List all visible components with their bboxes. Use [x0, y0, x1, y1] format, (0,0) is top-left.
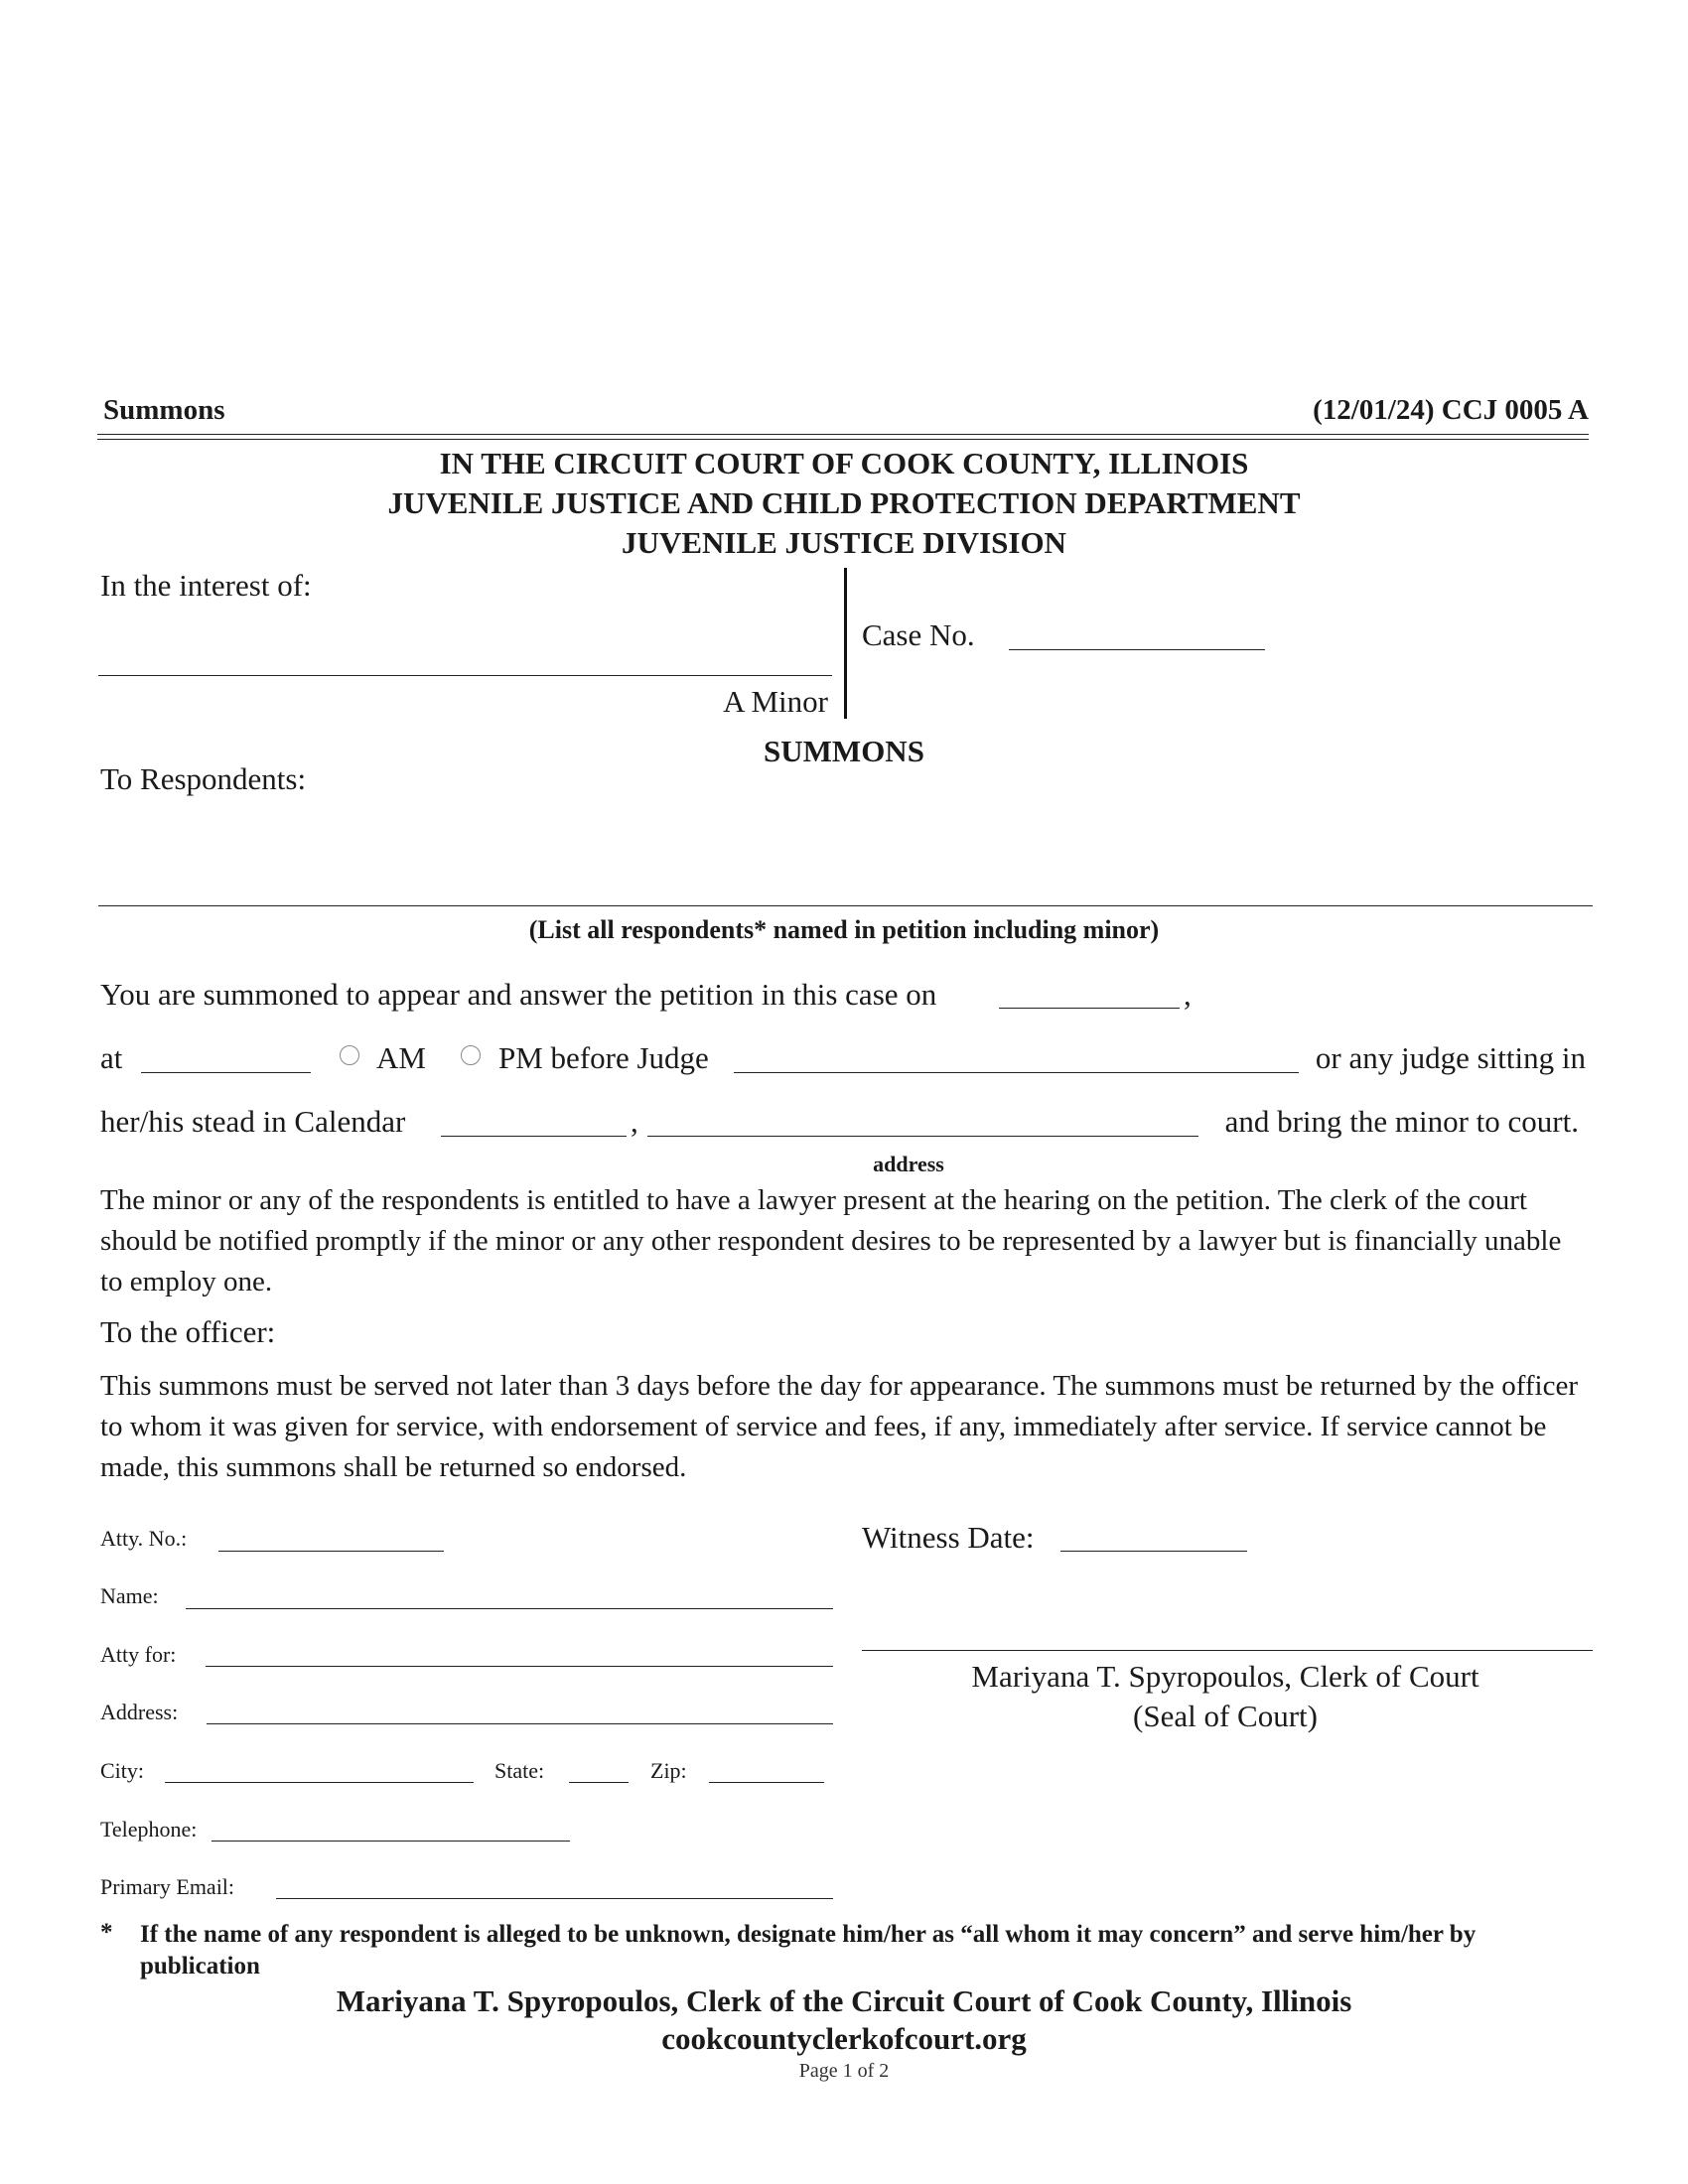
calendar-label: her/his stead in Calendar [100, 1104, 406, 1139]
state-label: State: [494, 1758, 545, 1783]
footnote-text: If the name of any respondent is alleged to be unknown, designate him/her as “all whom it may concern” and serve him/her by publication [140, 1921, 1477, 1979]
judge-name-field[interactable] [734, 1042, 1299, 1073]
telephone-field[interactable] [211, 1811, 570, 1842]
name-field[interactable] [186, 1578, 833, 1609]
state-field[interactable] [569, 1752, 629, 1783]
email-label: Primary Email: [100, 1874, 235, 1899]
address-field[interactable] [207, 1694, 833, 1724]
email-field[interactable] [276, 1868, 833, 1899]
form-number: (12/01/24) CCJ 0005 A [1313, 394, 1589, 426]
pm-radio[interactable] [461, 1045, 481, 1065]
minor-name-field[interactable] [98, 645, 832, 676]
interest-label: In the interest of: [100, 568, 312, 603]
atty-for-field[interactable] [206, 1636, 833, 1667]
footer-clerk-line: Mariyana T. Spyropoulos, Clerk of the Circuit Court of Cook County, Illinois [336, 1983, 1352, 2018]
atty-for-label: Atty for: [100, 1642, 177, 1667]
case-no-label: Case No. [862, 617, 975, 652]
zip-label: Zip: [650, 1758, 687, 1783]
atty-no-field[interactable] [218, 1521, 444, 1552]
case-number-field[interactable] [1009, 619, 1265, 650]
at-label: at [100, 1040, 123, 1075]
caption-divider [844, 568, 847, 719]
witness-date-field[interactable] [1060, 1521, 1247, 1552]
appearance-text: You are summoned to appear and answer the petition in this case on [100, 977, 937, 1012]
header-rule-bottom [97, 439, 1589, 440]
name-label: Name: [100, 1583, 159, 1608]
seal-of-court: (Seal of Court) [1133, 1699, 1318, 1733]
address-label: Address: [100, 1700, 179, 1724]
court-line-3: JUVENILE JUSTICE DIVISION [622, 525, 1066, 560]
judge-suffix: or any judge sitting in [1315, 1040, 1586, 1075]
comma-1: , [1184, 977, 1192, 1012]
am-radio[interactable] [340, 1045, 359, 1065]
officer-label: To the officer: [100, 1314, 276, 1349]
clerk-signature-field[interactable] [862, 1620, 1593, 1651]
footer-website[interactable]: cookcountyclerkofcourt.org [661, 2021, 1027, 2056]
court-line-2: JUVENILE JUSTICE AND CHILD PROTECTION DEPARTMENT [387, 485, 1301, 520]
city-label: City: [100, 1758, 145, 1783]
witness-date-label: Witness Date: [862, 1520, 1035, 1555]
minor-label: A Minor [723, 684, 828, 719]
respondents-label: To Respondents: [100, 761, 307, 796]
city-field[interactable] [165, 1752, 474, 1783]
summons-title: SUMMONS [764, 734, 924, 768]
pm-before-judge-label: PM before Judge [498, 1040, 709, 1075]
calendar-field[interactable] [441, 1106, 627, 1137]
respondents-note: (List all respondents* named in petition including minor) [528, 915, 1160, 944]
calendar-suffix: and bring the minor to court. [1224, 1104, 1579, 1139]
comma-2: , [631, 1104, 638, 1139]
am-label: AM [376, 1040, 426, 1075]
lawyer-paragraph: The minor or any of the respondents is entitled to have a lawyer present at the hearing on the petition. The clerk of the court should be notified promptly if the minor or any other respondent desires to be represented by a lawyer but is financially unable to employ one. [100, 1184, 1562, 1297]
appearance-date-field[interactable] [999, 978, 1180, 1009]
telephone-label: Telephone: [100, 1817, 198, 1842]
address-caption: address [873, 1152, 944, 1176]
footnote-asterisk: * [100, 1919, 113, 1946]
clerk-of-court-name: Mariyana T. Spyropoulos, Clerk of Court [971, 1659, 1479, 1694]
respondents-field[interactable] [98, 876, 1593, 906]
page-number: Page 1 of 2 [798, 2060, 890, 2082]
appearance-time-field[interactable] [141, 1042, 311, 1073]
courtroom-address-field[interactable] [647, 1106, 1198, 1137]
service-paragraph: This summons must be served not later than 3 days before the day for appearance. The summons must be returned by the officer to whom it was given for service, with endorsement of service and fees, if any, immediately after service. If service cannot be made, this summons shall be returned so endorsed. [100, 1370, 1578, 1483]
header-rule-top [97, 434, 1589, 435]
zip-field[interactable] [709, 1752, 824, 1783]
form-name: Summons [103, 394, 225, 426]
atty-no-label: Atty. No.: [100, 1526, 188, 1551]
court-line-1: IN THE CIRCUIT COURT OF COOK COUNTY, ILLINOIS [439, 446, 1249, 480]
